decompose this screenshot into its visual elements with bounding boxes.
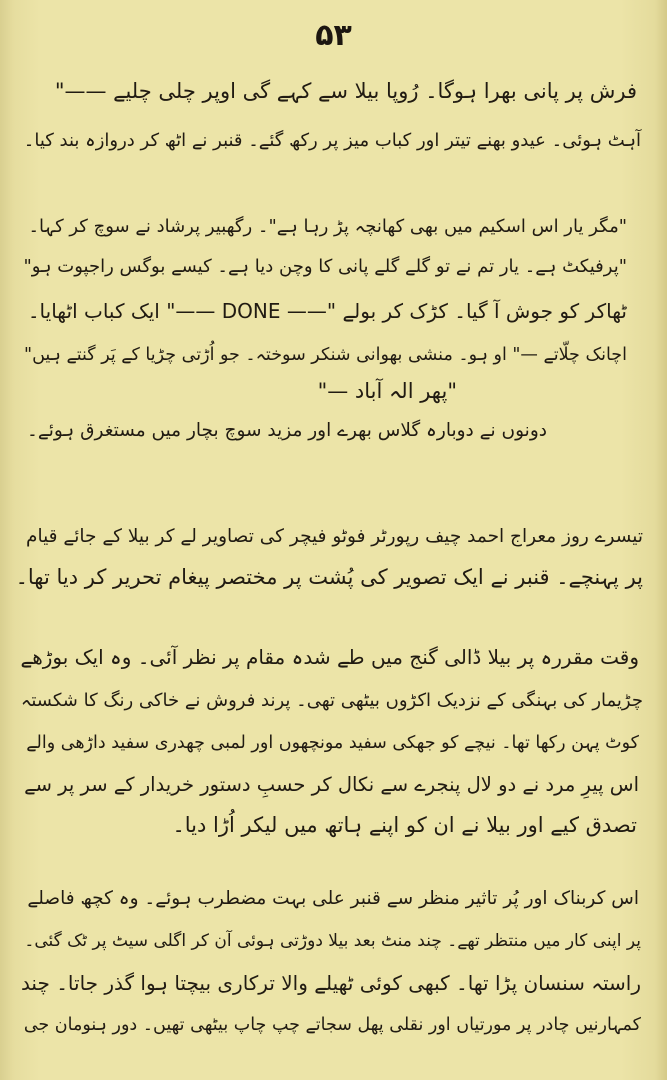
text-line: "مگر یار اس اسکیم میں بھی کھانچہ پڑ رہا ہے"۔ رگھبیر پرشاد نے سوچ کر کہا۔	[28, 216, 627, 237]
text-line: کمہارنیں چادر پر مورتیاں اور نقلی پھل سجاتے چپ چاپ بیٹھی تھیں۔ دور ہنومان جی	[23, 1015, 641, 1035]
line-text: ٹھاکر کو جوش آ گیا۔ کڑک کر بولے "—— DONE ——" ایک کباب اٹھایا۔	[27, 299, 627, 323]
text-line: اس پیرِ مرد نے دو لال پنجرے سے نکال کر حسبِ دستور خریدار کے سر پر سے	[24, 773, 639, 796]
text-line: وقت مقررہ پر بیلا ڈالی گنج میں طے شدہ مقام پر نظر آئی۔ وہ ایک بوڑھے	[20, 645, 639, 669]
page-number: ۵۳	[315, 18, 352, 53]
text-line: چڑیمار کی بہنگی کے نزدیک اکڑوں بیٹھی تھی۔ پرند فروش نے خاکی رنگ کا شکستہ	[20, 690, 643, 711]
text-line: پر اپنی کار میں منتظر تھے۔ چند منٹ بعد بیلا دوڑتی ہوئی آن کر اگلی سیٹ پر ٹک گئی۔	[24, 931, 641, 951]
text-line: "پرفیکٹ ہے۔ یار تم نے تو گلے گلے پانی کا وچن دیا ہے۔ کیسے بوگس راجپوت ہو"	[23, 256, 627, 277]
text-line: اچانک چلّاتے —" او ہو۔ منشی بھوانی شنکر سوختہ۔ جو اُڑتی چڑیا کے پَر گنتے ہیں"	[24, 345, 627, 365]
text-line: تصدق کیے اور بیلا نے ان کو اپنے ہاتھ میں لیکر اُڑا دیا۔	[172, 813, 637, 837]
text-line: راستہ سنسان پڑا تھا۔ کبھی کوئی ٹھیلے والا ترکاری بیچتا ہوا گذر جاتا۔ چند	[20, 971, 641, 995]
text-line: کوٹ پہن رکھا تھا۔ نیچے کو جھکی سفید مونچھوں اور لمبی چھدری سفید داڑھی والے	[26, 733, 639, 753]
text-line	[28, 294, 627, 328]
text-line: تیسرے روز معراج احمد چیف رپورٹر فوٹو فیچر کی تصاویر لے کر بیلا کے جائے قیام	[25, 526, 643, 547]
text-line: آہٹ ہوئی۔ عیدو بھنے تیتر اور کباب میز پر رکھ گئے۔ قنبر نے اٹھ کر دروازہ بند کیا۔	[23, 130, 641, 151]
text-line: دونوں نے دوبارہ گلاس بھرے اور مزید سوچ بچار میں مستغرق ہوئے۔	[27, 420, 547, 441]
text-line: پر پہنچے۔ قنبر نے ایک تصویر کی پُشت پر مختصر پیغام تحریر کر دیا تھا۔	[15, 565, 643, 589]
text-line: فرش پر پانی بھرا ہوگا۔ رُوپا بیلا سے کہے گی اوپر چلی چلیے ——"	[54, 79, 637, 103]
text-line: اس کربناک اور پُر تاثیر منظر سے قنبر علی بہت مضطرب ہوئے۔ وہ کچھ فاصلے	[27, 888, 639, 909]
text-line: "پھر الہ آباد —"	[317, 379, 457, 403]
